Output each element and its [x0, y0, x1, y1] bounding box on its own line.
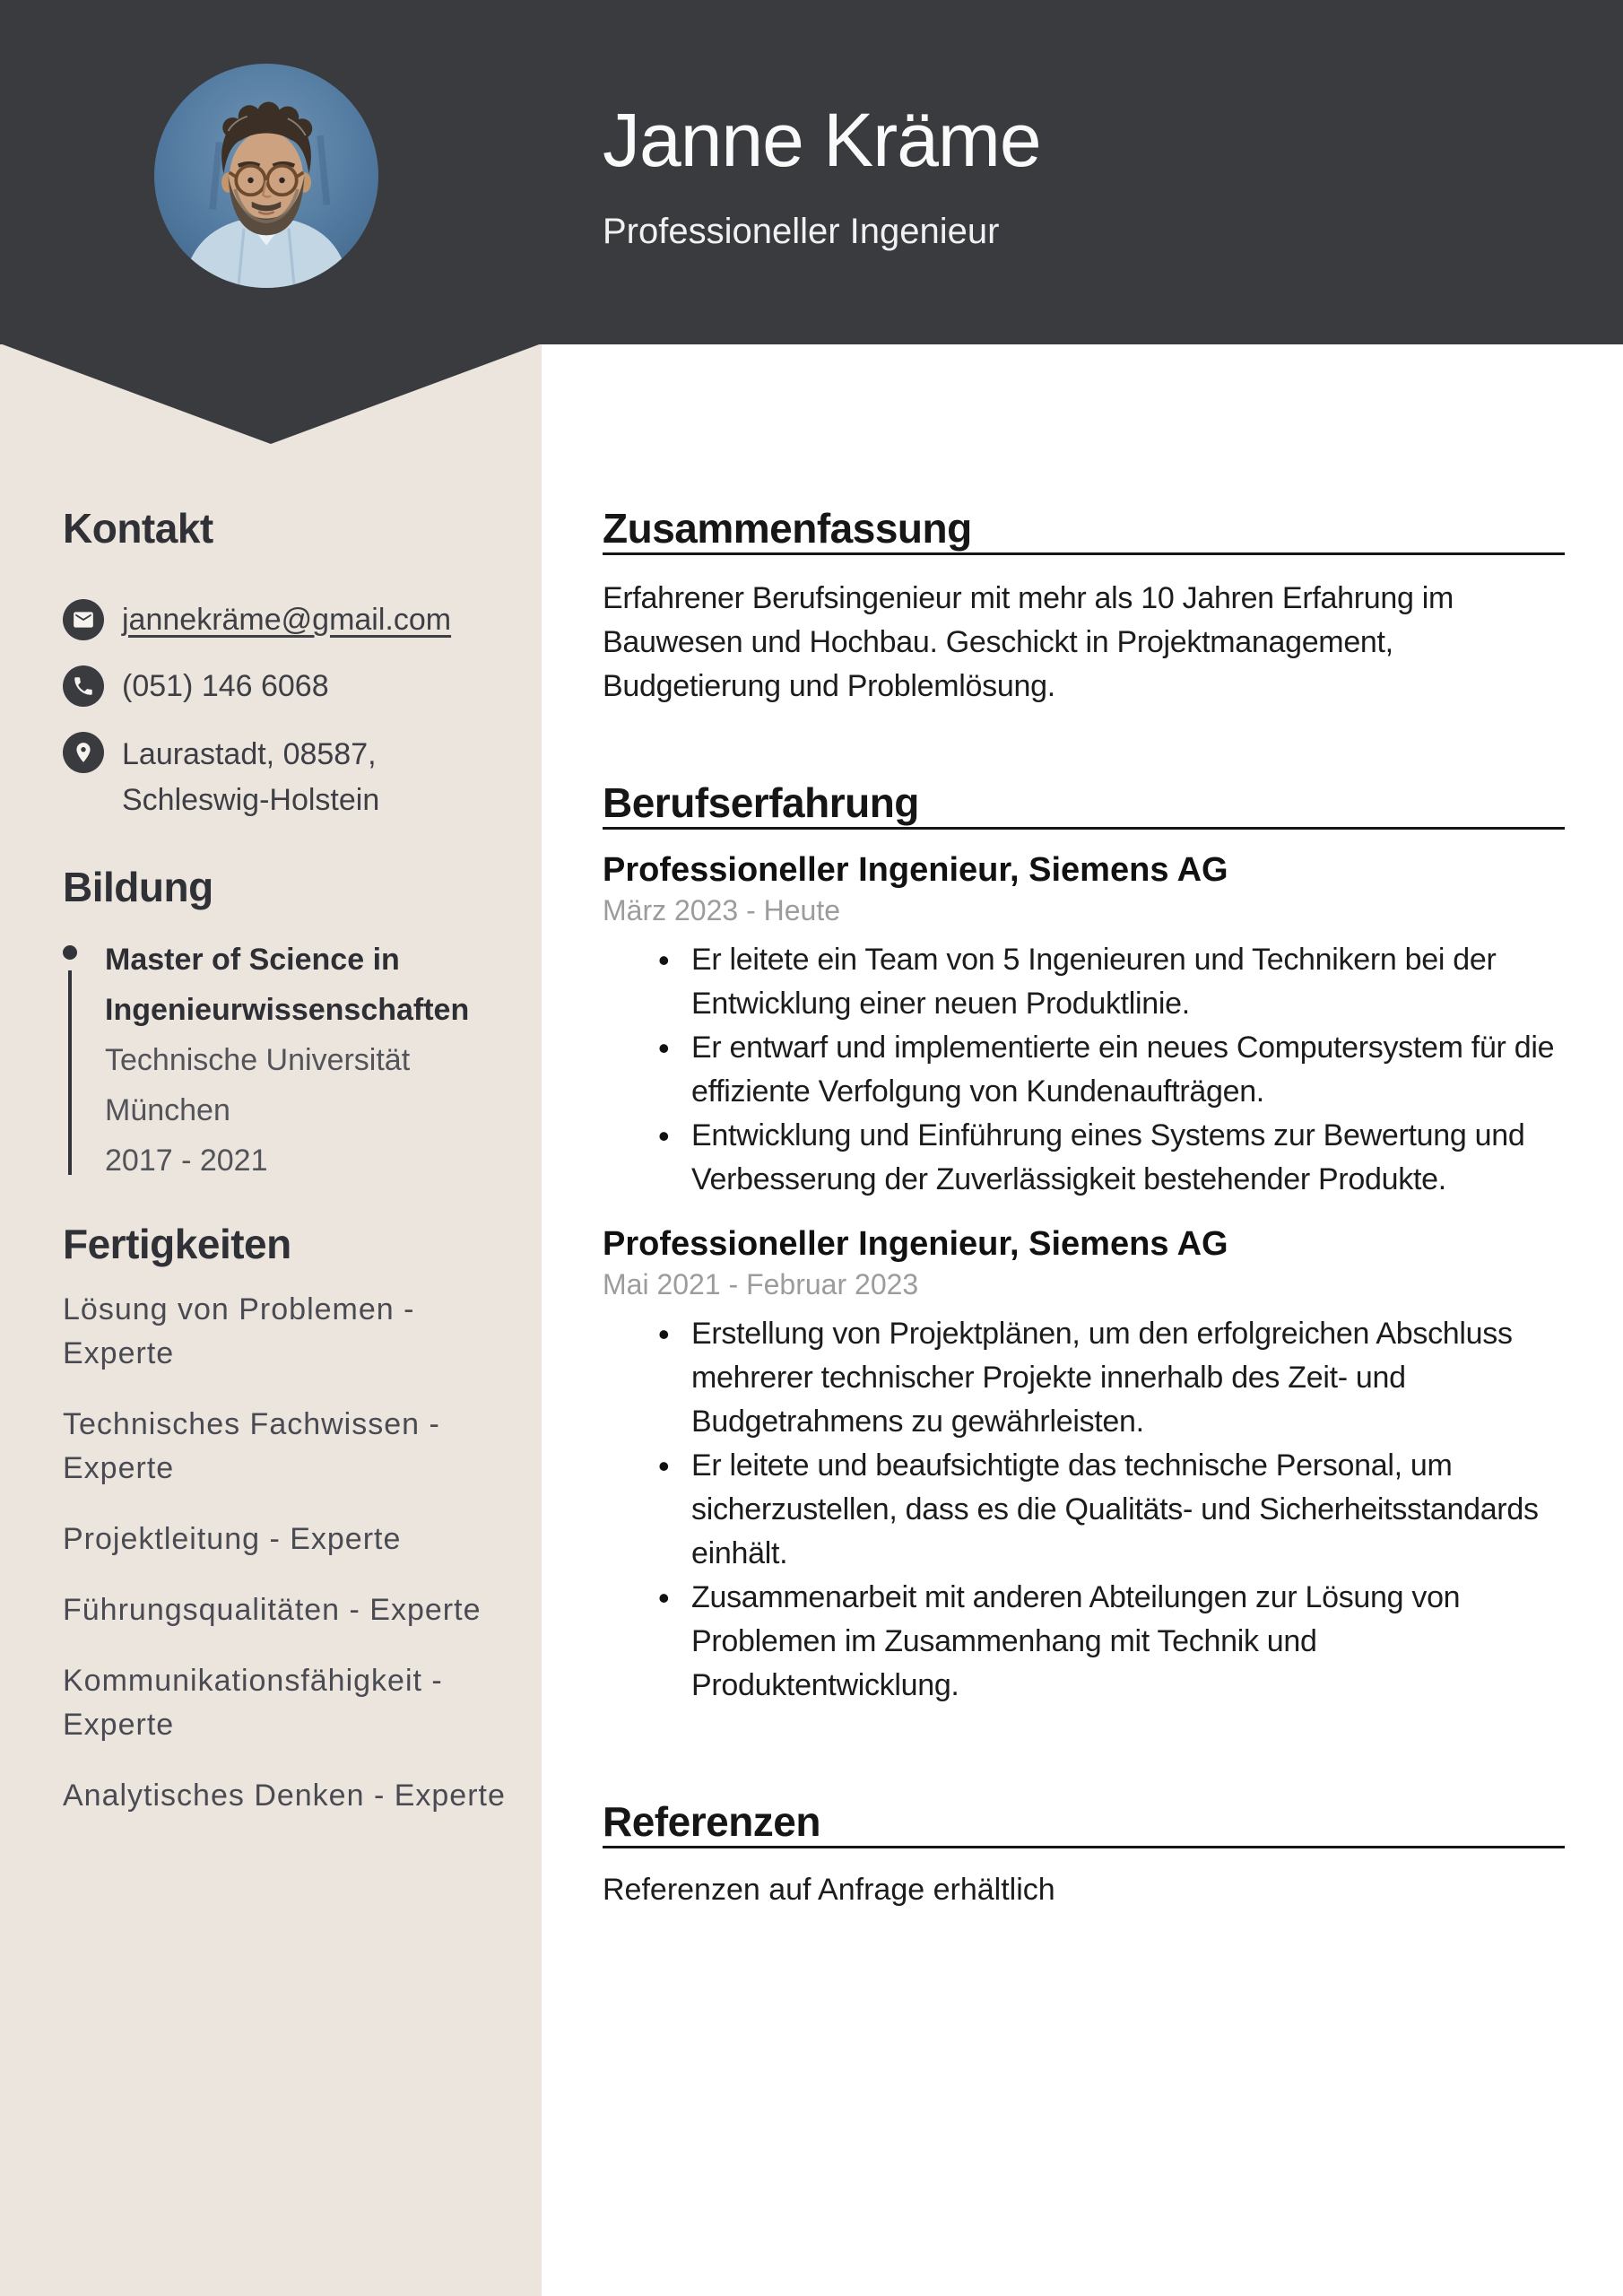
skill-item: Kommunikationsfähigkeit - Experte — [63, 1664, 443, 1742]
email-link[interactable]: jannekräme@gmail.com — [122, 603, 452, 637]
location-pin-icon — [63, 732, 104, 773]
contact-row-address — [63, 732, 510, 823]
references-text: Referenzen auf Anfrage erhältlich — [603, 1873, 1055, 1907]
education-heading: Bildung — [63, 864, 213, 910]
summary-text: Erfahrener Berufsingenieur mit mehr als 10 Jahren Erfahrung im Bauwesen und Hochbau. Geschickt in Projektmanagement, Budgetierung und Problemlösung. — [603, 581, 1454, 703]
sidebar — [0, 505, 542, 1845]
bullet-item: • Erstellung von Projektplänen, um den erfolgreichen Abschluss mehrerer technischer Projekte innerhalb des Zeit- und Budgetrahmens zu gewährleisten. — [603, 1312, 1565, 1444]
job-dates: Mai 2021 - Februar 2023 — [603, 1268, 919, 1300]
main-content — [603, 505, 1565, 1912]
skill-item: Lösung von Problemen - Experte — [63, 1292, 415, 1370]
summary-heading: Zusammenfassung — [603, 508, 1565, 555]
summary-section — [603, 505, 1565, 709]
candidate-name: Janne Kräme — [603, 98, 1041, 182]
job-bullet-list — [603, 1312, 1565, 1708]
references-heading: Referenzen — [603, 1801, 1565, 1848]
skills-heading: Fertigkeiten — [63, 1221, 291, 1267]
contact-row-email — [63, 599, 510, 640]
phone-icon — [63, 665, 104, 707]
profile-photo-image — [154, 64, 378, 288]
contact-heading: Kontakt — [63, 505, 213, 552]
job-entry — [603, 849, 1565, 1202]
education-degree: Master of Science in Ingenieurwissenschaften — [105, 943, 470, 1027]
skill-item: Analytisches Denken - Experte — [63, 1779, 506, 1813]
skill-item: Technisches Fachwissen - Experte — [63, 1407, 440, 1485]
education-school: Technische Universität München — [105, 1043, 411, 1127]
phone-number: (051) 146 6068 — [122, 669, 329, 703]
education-years: 2017 - 2021 — [105, 1144, 268, 1178]
skill-item: Führungsqualitäten - Experte — [63, 1593, 482, 1627]
job-dates: März 2023 - Heute — [603, 894, 841, 926]
references-section — [603, 1798, 1565, 1912]
contact-list — [63, 599, 510, 823]
timeline-dot — [63, 945, 77, 960]
address-text: Laurastadt, 08587, Schleswig-Holstein — [122, 737, 380, 817]
skills-section — [63, 1223, 510, 1818]
envelope-icon — [63, 599, 104, 640]
skill-item: Projektleitung - Experte — [63, 1522, 402, 1556]
contact-row-phone — [63, 665, 510, 707]
bullet-item: • Er entwarf und implementierte ein neues Computersystem für die effiziente Verfolgung von Kundenaufträgen. — [603, 1026, 1565, 1114]
job-entry — [603, 1223, 1565, 1708]
profile-photo — [154, 64, 378, 288]
timeline-bar — [68, 970, 72, 1175]
education-entry — [63, 935, 510, 1186]
job-title: Professioneller Ingenieur, Siemens AG — [603, 851, 1228, 889]
experience-heading: Berufserfahrung — [603, 782, 1565, 830]
job-bullet-list — [603, 938, 1565, 1202]
bullet-item: • Er leitete ein Team von 5 Ingenieuren und Technikern bei der Entwicklung einer neuen Produktlinie. — [603, 938, 1565, 1026]
bullet-item: • Entwicklung und Einführung eines Systems zur Bewertung und Verbesserung der Zuverlässigkeit bestehender Produkte. — [603, 1114, 1565, 1202]
bullet-item: • Zusammenarbeit mit anderen Abteilungen zur Lösung von Problemen im Zusammenhang mit Technik und Produktentwicklung. — [603, 1576, 1565, 1708]
bullet-item: • Er leitete und beaufsichtigte das technische Personal, um sicherzustellen, dass es die Qualitäts- und Sicherheitsstandards einhält. — [603, 1444, 1565, 1576]
candidate-title: Professioneller Ingenieur — [603, 212, 1000, 251]
job-title: Professioneller Ingenieur, Siemens AG — [603, 1225, 1228, 1263]
skills-list — [63, 1288, 510, 1818]
education-section — [63, 866, 510, 1186]
experience-section — [603, 779, 1565, 1708]
